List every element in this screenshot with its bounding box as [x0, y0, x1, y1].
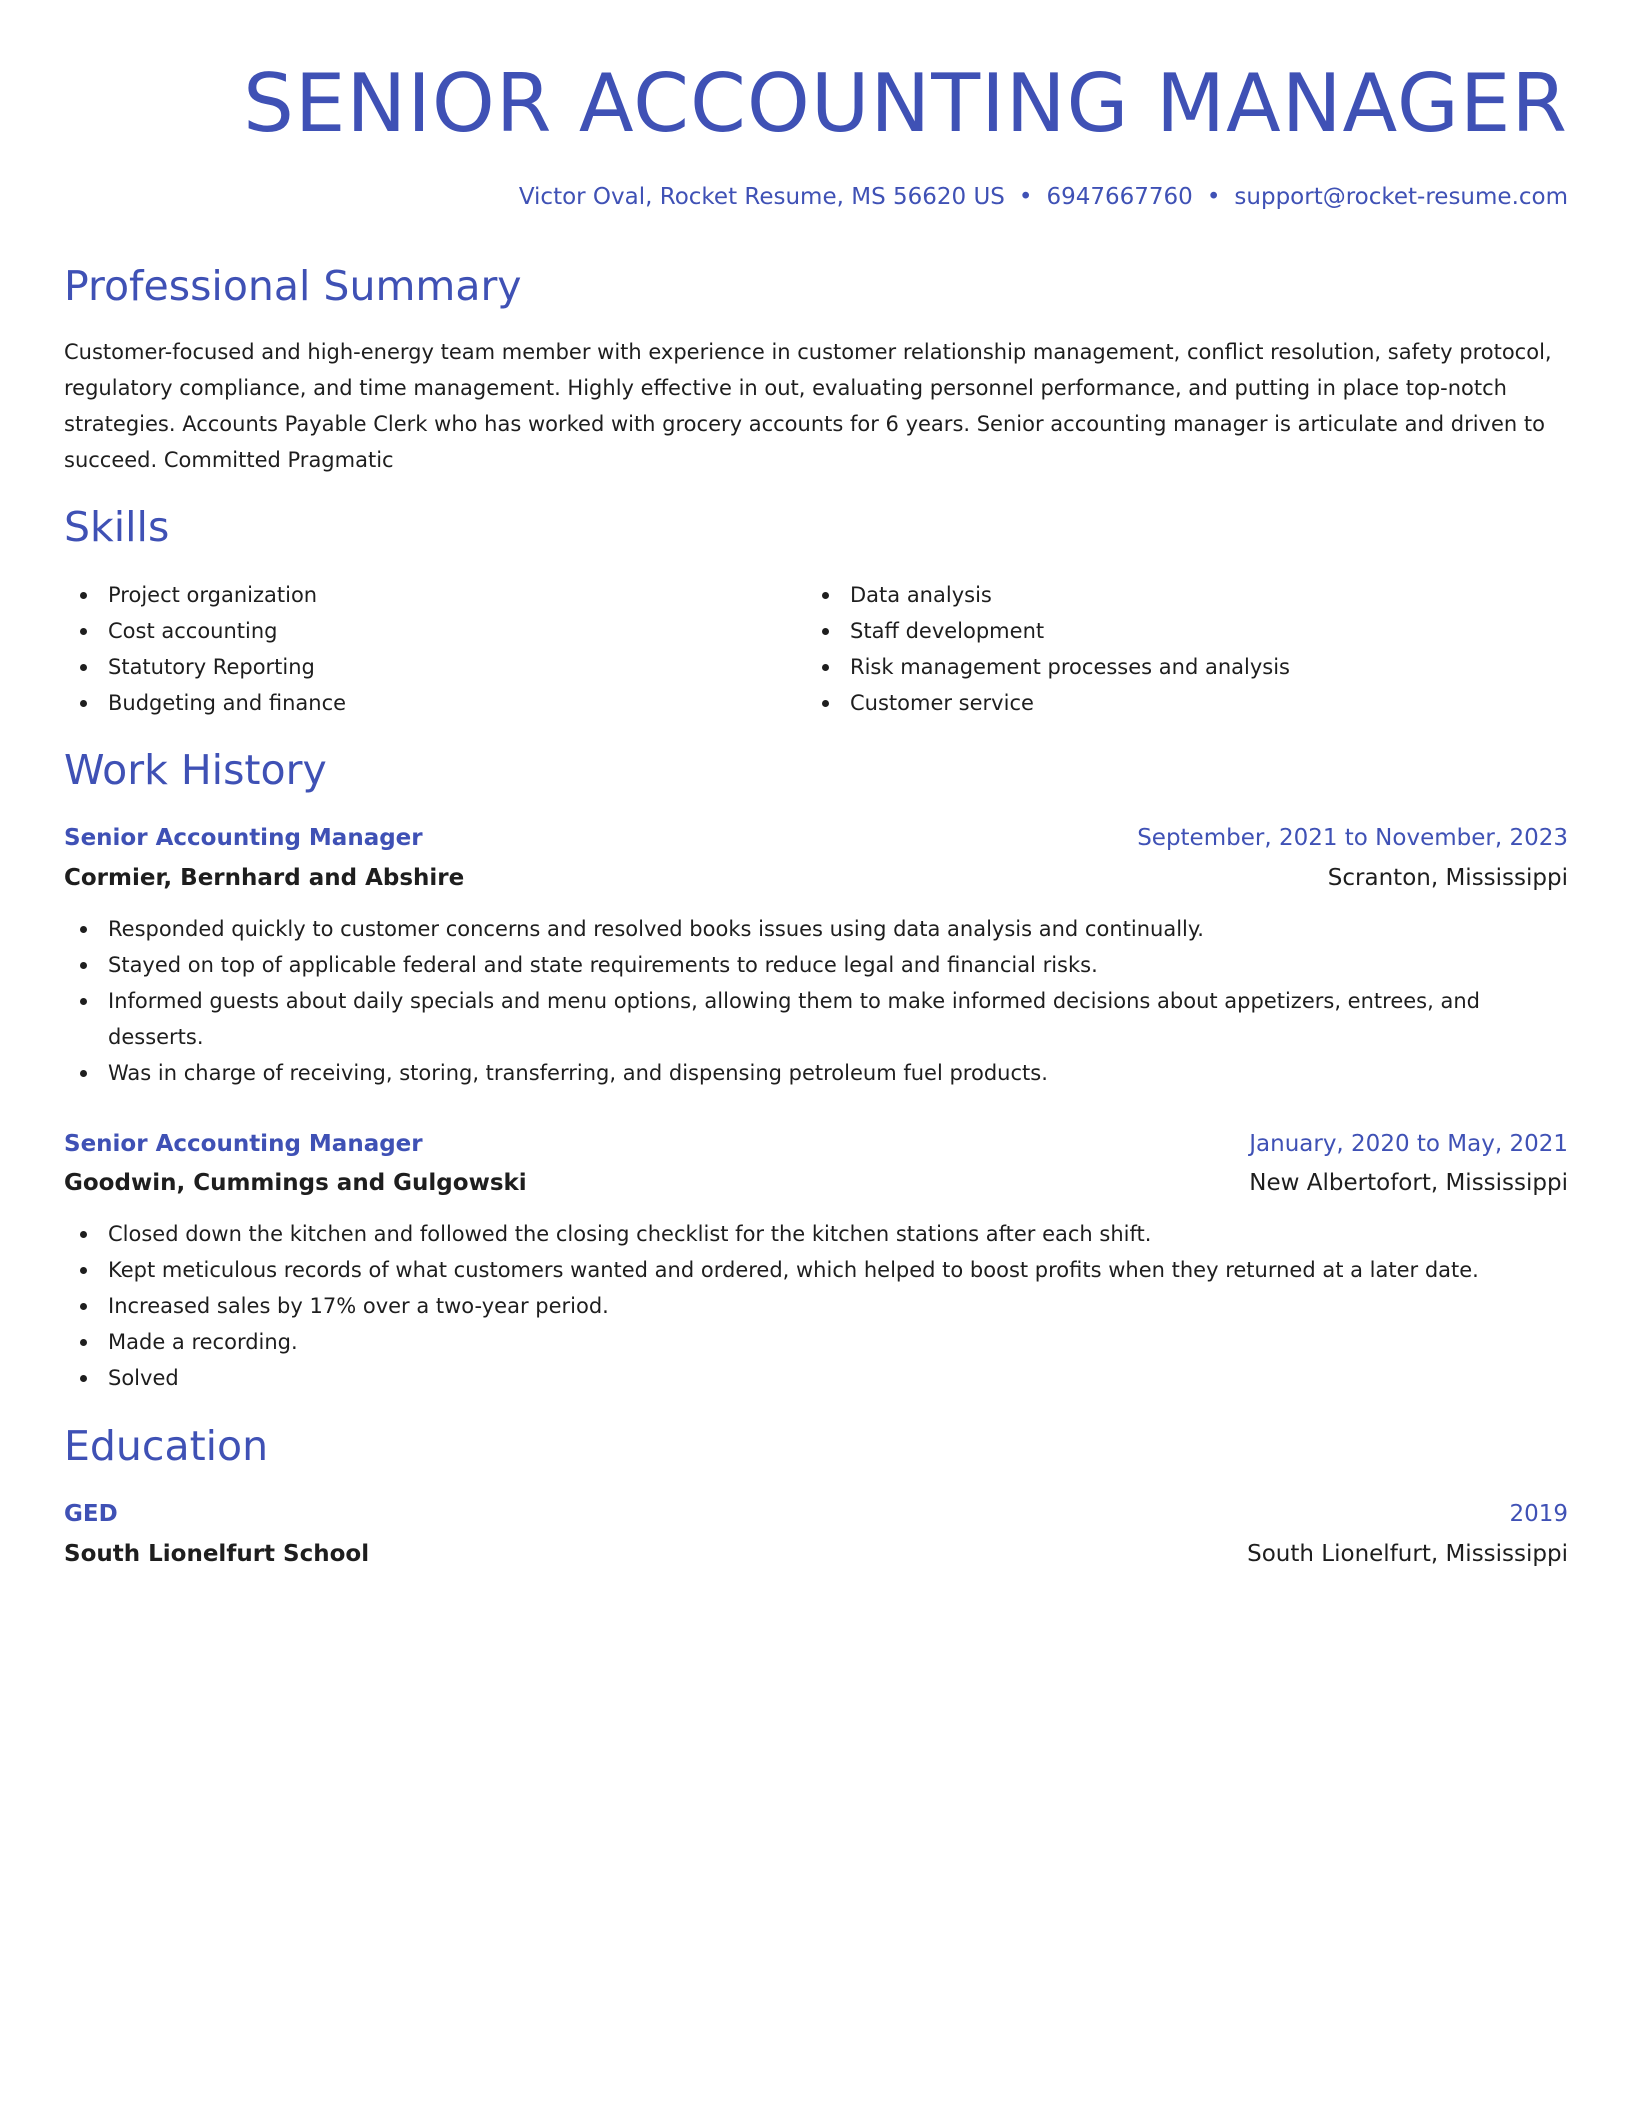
- summary-heading: Professional Summary: [64, 262, 522, 310]
- job-bullet: Closed down the kitchen and followed the closing checklist for the kitchen stations after each shift.: [64, 1216, 1568, 1252]
- job-bullet: Responded quickly to customer concerns and resolved books issues using data analysis and continually.: [64, 911, 1568, 947]
- job-bullet: Made a recording.: [64, 1324, 1568, 1360]
- skill-item: Data analysis: [806, 577, 1290, 613]
- job-company: Goodwin, Cummings and Gulgowski: [64, 1170, 527, 1196]
- job-bullet: Informed guests about daily specials and menu options, allowing them to make informed decisions about appetizers, entrees, and desserts.: [64, 983, 1568, 1055]
- job-title: Senior Accounting Manager: [64, 825, 423, 851]
- job-bullets: [64, 1216, 1568, 1396]
- job-bullet: Stayed on top of applicable federal and state requirements to reduce legal and financial risks.: [64, 947, 1568, 983]
- job-title: Senior Accounting Manager: [64, 1131, 423, 1157]
- education-year: 2019: [1509, 1501, 1568, 1527]
- job-location: New Albertofort, Mississippi: [1249, 1170, 1568, 1196]
- job-bullet: Was in charge of receiving, storing, transferring, and dispensing petroleum fuel products.: [64, 1055, 1568, 1091]
- skill-item: Budgeting and finance: [64, 685, 346, 721]
- resume-title: SENIOR ACCOUNTING MANAGER: [243, 57, 1568, 150]
- skill-item: Staff development: [806, 613, 1290, 649]
- education-heading: Education: [64, 1422, 269, 1470]
- contact-separator: •: [1206, 184, 1221, 210]
- job-dates: January, 2020 to May, 2021: [1249, 1131, 1568, 1157]
- skills-column-right: [806, 577, 1290, 721]
- job-header: [64, 1124, 1568, 1164]
- job-bullets: [64, 911, 1568, 1091]
- job-bullet: Increased sales by 17% over a two-year period.: [64, 1288, 1568, 1324]
- skill-item: Cost accounting: [64, 613, 346, 649]
- skill-item: Statutory Reporting: [64, 649, 346, 685]
- job-location: Scranton, Mississippi: [1327, 865, 1568, 891]
- skill-item: Project organization: [64, 577, 346, 613]
- contact-address: Victor Oval, Rocket Resume, MS 56620 US: [518, 184, 1005, 210]
- skills-heading: Skills: [64, 503, 170, 551]
- contact-line: [519, 180, 1568, 214]
- education-school-row: [64, 1534, 1568, 1574]
- job-company-row: [64, 1163, 1568, 1203]
- education-school: South Lionelfurt School: [64, 1541, 370, 1567]
- summary-text: Customer-focused and high-energy team member with experience in customer relationship management, conflict resolution, safety protocol, regulatory compliance, and time management. Highly effective in out, evaluating personnel performance, and putting in place top-notch strategies. Accounts Payable Clerk who has worked with grocery accounts for 6 years. Senior accounting manager is articulate and driven to succeed. Committed Pragmatic: [64, 340, 1552, 472]
- skill-item: Risk management processes and analysis: [806, 649, 1290, 685]
- work-history-heading: Work History: [64, 746, 327, 794]
- job-company: Cormier, Bernhard and Abshire: [64, 865, 465, 891]
- job-bullet: Solved: [64, 1360, 1568, 1396]
- job-header: [64, 818, 1568, 858]
- skills-column-left: [64, 577, 346, 721]
- education-degree: GED: [64, 1501, 118, 1527]
- contact-phone: 6947667760: [1046, 184, 1193, 210]
- contact-separator: •: [1018, 184, 1033, 210]
- education-header: [64, 1494, 1568, 1534]
- job-company-row: [64, 858, 1568, 898]
- skill-item: Customer service: [806, 685, 1290, 721]
- job-bullet: Kept meticulous records of what customers wanted and ordered, which helped to boost profits when they returned at a later date.: [64, 1252, 1568, 1288]
- contact-email[interactable]: support@rocket-resume.com: [1234, 184, 1568, 210]
- education-location: South Lionelfurt, Mississippi: [1247, 1541, 1568, 1567]
- job-dates: September, 2021 to November, 2023: [1137, 825, 1568, 851]
